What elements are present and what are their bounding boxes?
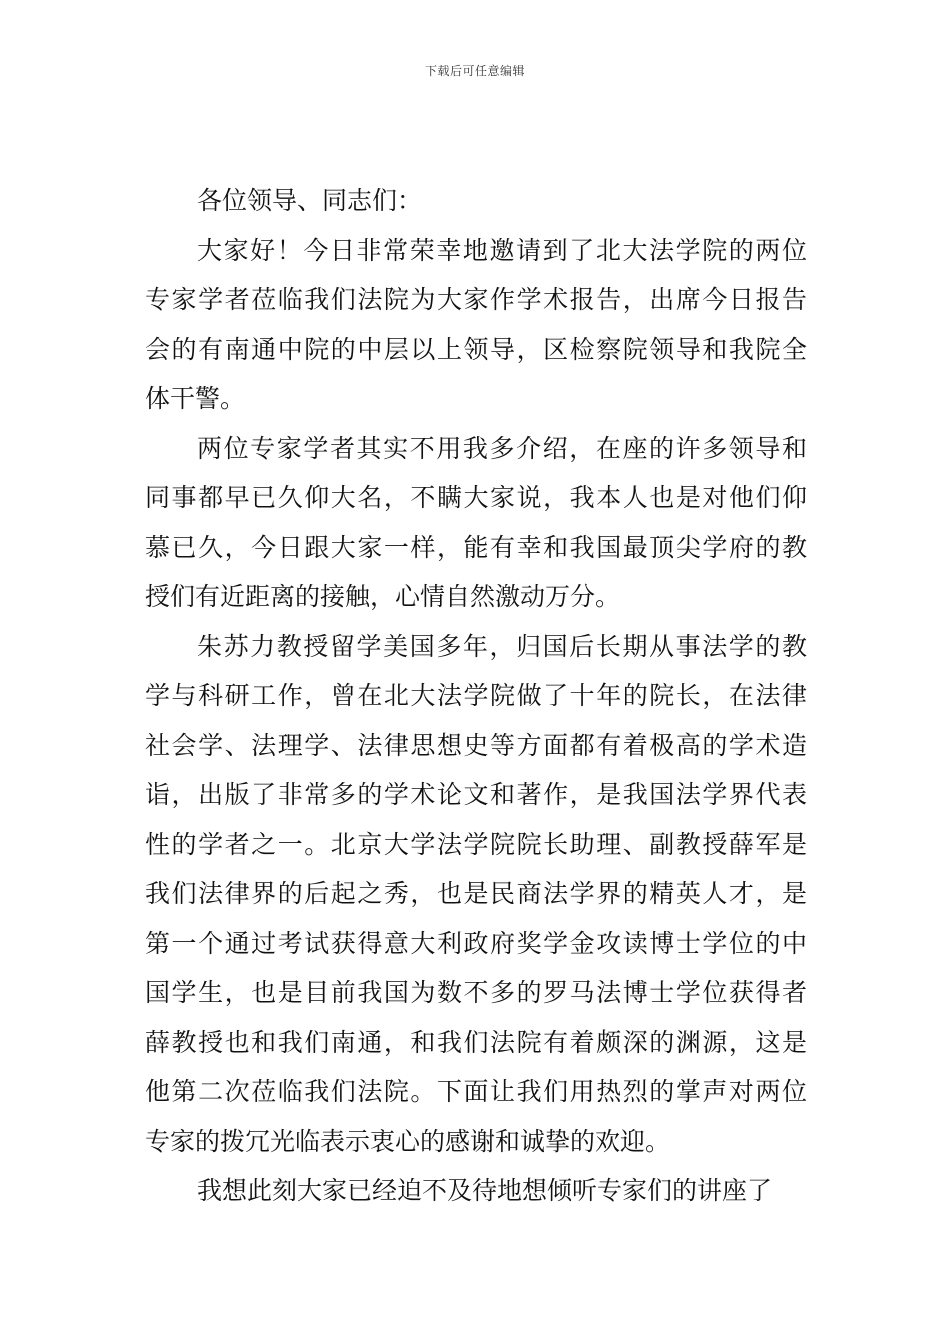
paragraph-3-line-3: 社会学、法理学、法律思想史等方面都有着极高的学术造: [145, 730, 807, 760]
paragraph-3-line-10: 他第二次莅临我们法院。下面让我们用热烈的掌声对两位: [145, 1077, 807, 1106]
document-body: [145, 176, 807, 1216]
paragraph-3-line-7: 第一个通过考试获得意大利政府奖学金攻读博士学位的中: [145, 928, 807, 958]
paragraph-3-line-11: 专家的拨冗光临表示衷心的感谢和诚挚的欢迎。: [145, 1126, 671, 1156]
paragraph-3-line-5: 性的学者之一。北京大学法学院院长助理、副教授薛军是: [145, 829, 807, 859]
paragraph-1-line-2: 专家学者莅临我们法院为大家作学术报告，出席今日报告: [145, 285, 807, 314]
paragraph-2-line-2: 同事都早已久仰大名，不瞒大家说，我本人也是对他们仰: [145, 483, 807, 512]
paragraph-1-line-1: 大家好！今日非常荣幸地邀请到了北大法学院的两位: [197, 235, 807, 265]
paragraph-1-line-4: 体干警。: [145, 384, 246, 413]
page-header-note: 下载后可任意编辑: [424, 64, 525, 78]
paragraph-1-line-3: 会的有南通中院的中层以上领导，区检察院领导和我院全: [145, 334, 807, 364]
paragraph-3-line-4: 诣，出版了非常多的学术论文和著作，是我国法学界代表: [145, 780, 807, 809]
salutation-line: 各位领导、同志们：: [197, 186, 423, 215]
paragraph-3-line-9: 薛教授也和我们南通，和我们法院有着颇深的渊源，这是: [145, 1027, 807, 1057]
paragraph-2-line-3: 慕已久，今日跟大家一样，能有幸和我国最顶尖学府的教: [145, 532, 807, 562]
paragraph-2-line-1: 两位专家学者其实不用我多介绍，在座的许多领导和: [197, 433, 807, 463]
paragraph-3-line-1: 朱苏力教授留学美国多年，归国后长期从事法学的教: [197, 631, 807, 661]
paragraph-3-line-2: 学与科研工作，曾在北大法学院做了十年的院长，在法律: [145, 681, 807, 710]
paragraph-2-line-4: 授们有近距离的接触，心情自然激动万分。: [145, 582, 621, 611]
paragraph-3-line-6: 我们法律界的后起之秀，也是民商法学界的精英人才，是: [145, 879, 807, 908]
paragraph-4-line-1: 我想此刻大家已经迫不及待地想倾听专家们的讲座了: [197, 1176, 773, 1205]
paragraph-3-line-8: 国学生，也是目前我国为数不多的罗马法博士学位获得者: [145, 978, 807, 1007]
